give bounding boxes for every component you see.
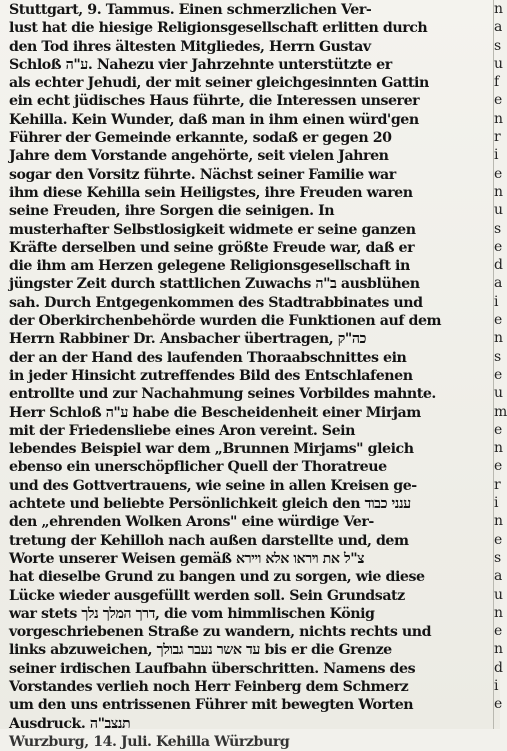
adjacent-column-glyph: u xyxy=(494,385,504,402)
adjacent-column-glyph: s xyxy=(494,220,502,237)
adjacent-column-glyph: e xyxy=(494,696,503,713)
article-text-line: achtete und beliebte Persönlichkeit gleich den ענני כבוד xyxy=(9,496,411,513)
article-column xyxy=(9,1,493,751)
adjacent-column-glyph: e xyxy=(494,92,503,109)
adjacent-column-glyph: u xyxy=(494,202,504,219)
article-text-line: als echter Jehudi, der mit seiner gleichgesinnten Gattin xyxy=(9,75,429,92)
adjacent-column-glyph: s xyxy=(494,549,502,566)
adjacent-column-glyph: n xyxy=(494,110,504,127)
article-text-line: ihm diese Kehilla sein Heiligstes, ihre Freuden waren xyxy=(9,184,413,201)
adjacent-column-glyph: n xyxy=(494,641,504,658)
adjacent-column-fragment xyxy=(494,0,507,729)
adjacent-column-glyph: i xyxy=(494,495,499,512)
article-text-line: Herr Schloß ע"ה habe die Bescheidenheit einer Mirjam xyxy=(9,404,421,421)
adjacent-column-glyph: a xyxy=(494,275,503,292)
article-text-line: Herrn Rabbiner Dr. Ansbacher übertragen, כה"ק xyxy=(9,331,367,348)
article-text-line: musterhafter Selbstlosigkeit widmete er seine ganzen xyxy=(9,221,416,238)
adjacent-column-glyph: u xyxy=(494,55,504,72)
article-text-line: in jeder Hinsicht zutreffendes Bild des Entschlafenen xyxy=(9,367,413,384)
adjacent-column-glyph: f xyxy=(494,74,500,91)
article-text-line: um den uns entrissenen Führer mit bewegten Worten xyxy=(9,697,414,714)
adjacent-column-glyph: e xyxy=(494,238,503,255)
adjacent-column-glyph: s xyxy=(494,37,502,54)
adjacent-column-glyph: n xyxy=(494,1,504,17)
article-text-line: entrollte und zur Nachahmung seines Vorbildes mahnte. xyxy=(9,386,436,403)
article-text-line: Kehilla. Kein Wunder, daß man in ihm einen würd'gen xyxy=(9,111,419,128)
article-text-line: Kräfte derselben und seine größte Freude war, daß er xyxy=(9,239,415,256)
article-text-line: Lücke wieder ausgefüllt werden soll. Sein Grundsatz xyxy=(9,587,405,604)
adjacent-column-glyph: s xyxy=(494,348,502,365)
article-text-line: und des Gottvertrauens, wie seine in allen Kreisen ge- xyxy=(9,477,417,494)
article-headline-line: Stuttgart, 9. Tammus. Einen schmerzlichen Ver- xyxy=(9,2,372,18)
article-text-line: die ihm am Herzen gelegene Religionsgesellschaft in xyxy=(9,258,410,275)
adjacent-column-glyph: n xyxy=(494,604,504,621)
article-text-line: tretung der Kehilloh nach außen darstellte und, dem xyxy=(9,532,409,549)
adjacent-column-glyph: d xyxy=(494,659,503,676)
adjacent-column-glyph: u xyxy=(494,586,504,603)
article-text-line: lust hat die hiesige Religionsgesellschaft erlitten durch xyxy=(9,20,428,37)
adjacent-column-glyph: m xyxy=(494,403,507,420)
adjacent-column-glyph: r xyxy=(494,129,501,146)
article-text-line: der an der Hand des laufenden Thoraabschnittes ein xyxy=(9,349,407,366)
adjacent-column-glyph: d xyxy=(494,257,503,274)
article-text-line: sogar den Vorsitz führte. Nächst seiner Familie war xyxy=(9,166,396,183)
adjacent-column-glyph: a xyxy=(494,568,503,585)
article-text-line: Schloß ע"ה. Nahezu vier Jahrzehnte unterstützte er xyxy=(9,56,392,73)
article-text-line: den „ehrenden Wolken Arons" eine würdige Ver- xyxy=(9,514,374,531)
adjacent-column-glyph: e xyxy=(494,366,503,383)
adjacent-column-glyph: e xyxy=(494,623,503,640)
adjacent-column-glyph: e xyxy=(494,312,503,329)
article-text-line: links abzuweichen, עד אשר נעבר גבולך bis er die Grenze xyxy=(9,642,392,659)
adjacent-column-glyph: n xyxy=(494,440,504,457)
article-text-line: vorgeschriebenen Straße zu wandern, nichts rechts und xyxy=(9,624,432,641)
article-text-line: ein echt jüdisches Haus führte, die Interessen unserer xyxy=(9,93,420,110)
article-text-line: war stets דרך המלך נלך, die vom himmlischen König xyxy=(9,605,375,622)
adjacent-column-glyph: a xyxy=(494,19,503,36)
adjacent-column-glyph: n xyxy=(494,330,504,347)
article-text-line: jüngster Zeit durch stattlichen Zuwachs ב"ה ausblühen xyxy=(9,276,420,293)
article-text-line: Wurzburg, 14. Juli. Kehilla Würzburg xyxy=(9,733,290,750)
article-text-line: seine Freuden, ihre Sorgen die seinigen. In xyxy=(9,203,335,220)
article-text-line: sah. Durch Entgegenkommen des Stadtrabbinates und xyxy=(9,294,423,311)
article-text-line: Vorstandes verlieh noch Herr Feinberg dem Schmerz xyxy=(9,678,409,695)
article-text-line: hat dieselbe Grund zu bangen und zu sorgen, wie diese xyxy=(9,569,425,586)
adjacent-column-glyph: i xyxy=(494,293,499,310)
adjacent-column-glyph: e xyxy=(494,165,503,182)
adjacent-column-glyph: e xyxy=(494,421,503,438)
article-text-line: ebenso ein unerschöpflicher Quell der Thoratreue xyxy=(9,459,387,476)
article-text-line: Führer der Gemeinde erkannte, sodaß er gegen 20 xyxy=(9,130,392,147)
article-text-line: seiner irdischen Laufbahn überschritten. Namens des xyxy=(9,660,416,677)
article-text-line: der Oberkirchenbehörde wurden die Funktionen auf dem xyxy=(9,313,442,330)
adjacent-column-glyph: r xyxy=(494,476,501,493)
article-text-line: mit der Friedensliebe eines Aron vereint. Sein xyxy=(9,422,355,439)
article-text-line: Ausdruck. תנצב"ה xyxy=(9,715,131,732)
article-text-line: Worte unserer Weisen gemäß צ"ל את ויראו אלא ויירא xyxy=(9,550,365,567)
article-text-line: Jahre dem Vorstande angehörte, seit vielen Jahren xyxy=(9,148,389,165)
adjacent-column-glyph: i xyxy=(494,677,499,694)
adjacent-column-glyph: i xyxy=(494,147,499,164)
adjacent-column-glyph: e xyxy=(494,458,503,475)
adjacent-column-glyph: e xyxy=(494,531,503,548)
article-text-line: den Tod ihres ältesten Mitgliedes, Herrn Gustav xyxy=(9,38,371,55)
article-text-line: lebendes Beispiel war dem „Brunnen Mirjams" gleich xyxy=(9,441,414,458)
adjacent-column-glyph: n xyxy=(494,183,504,200)
adjacent-column-glyph: n xyxy=(494,513,504,530)
